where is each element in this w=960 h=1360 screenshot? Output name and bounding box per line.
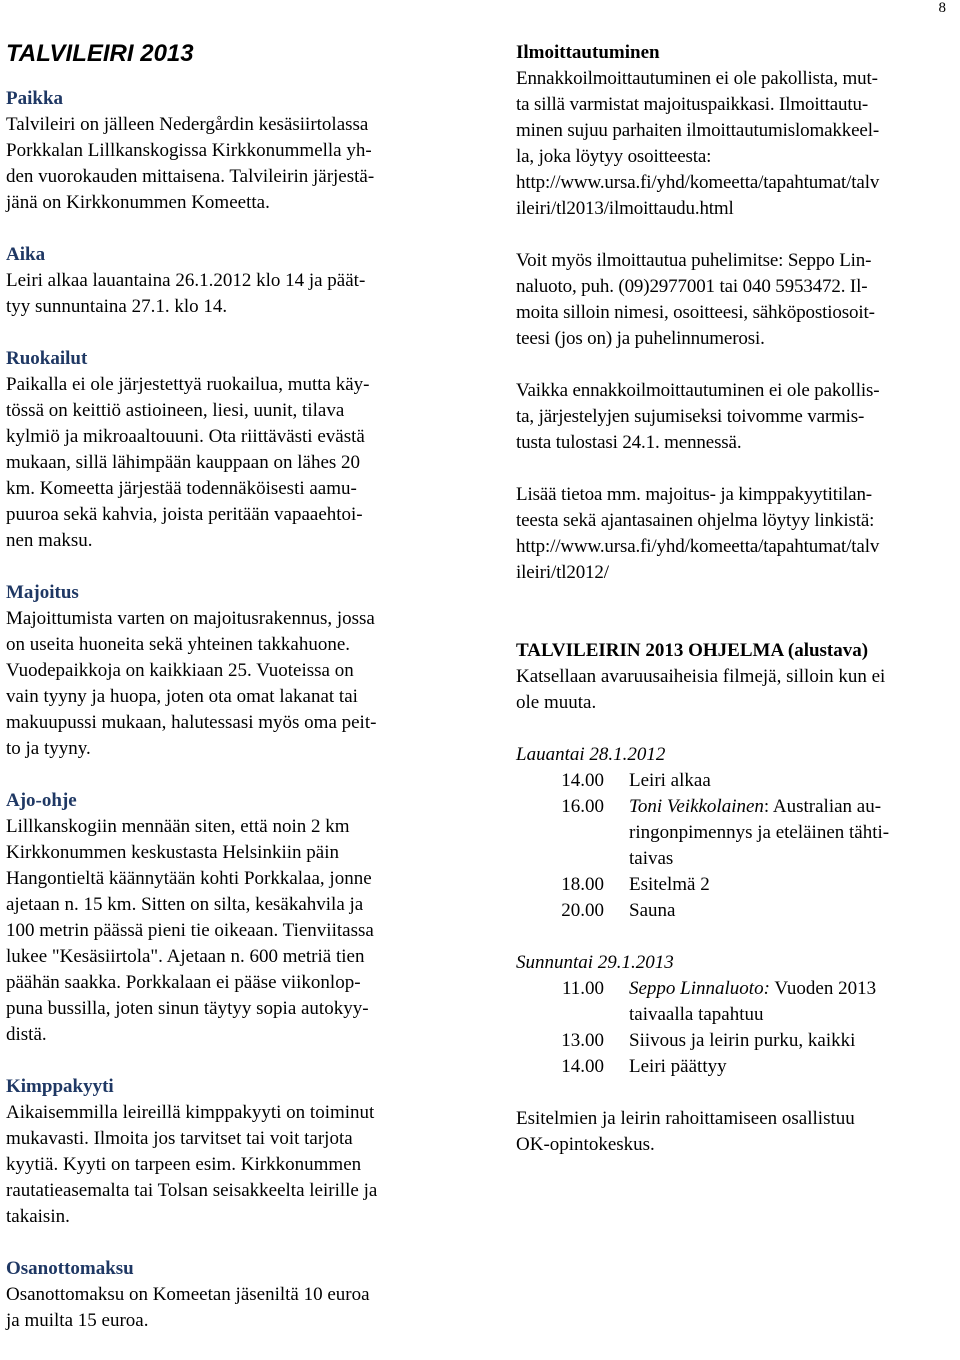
schedule-row [516, 976, 956, 1028]
schedule-row [516, 768, 956, 794]
schedule-time: 18.00 [561, 874, 604, 895]
phone-text: Voit myös ilmoittautua puhelimitse: Seppo Lin- naluoto, puh. (09)2977001 tai 040 5953472. Il- moita silloin nimesi, osoitteesi, sähköpostiosoit- teesi (jos on) ja puhelinnumerosi. [516, 250, 875, 349]
schedule-row [516, 794, 956, 872]
schedule-time: 14.00 [561, 770, 604, 791]
schedule-time: 16.00 [561, 796, 604, 817]
day-label: Lauantai 28.1.2012 [516, 744, 666, 765]
section-heading: Paikka [6, 88, 64, 109]
section-text: Aikaisemmilla leireillä kimppakyyti on toiminut mukavasti. Ilmoita jos tarvitset tai voit tarjota kyytiä. Kyyti on tarpeen esim. Kirkkonummen rautatieasemalta tai Tolsan seisakkeelta leirille ja takaisin. [6, 1102, 378, 1227]
deadline [516, 378, 956, 456]
sunday-schedule [516, 950, 956, 1080]
schedule-row [516, 898, 956, 924]
speaker-name: Seppo Linnaluoto: [629, 978, 770, 999]
speaker-name: Toni Veikkolainen [629, 796, 764, 817]
schedule-text: Esitelmä 2 [629, 874, 710, 895]
section-heading: Aika [6, 244, 46, 265]
day-label: Sunnuntai 29.1.2013 [516, 952, 674, 973]
schedule-row [516, 1054, 956, 1080]
section-heading: Ruokailut [6, 348, 88, 369]
schedule-time: 20.00 [561, 900, 604, 921]
schedule-text: : Australian au- ringonpimennys ja eteläinen tähti- taivas [629, 796, 890, 869]
saturday-schedule [516, 742, 956, 924]
section-heading: Osanottomaksu [6, 1258, 134, 1279]
section-text: Majoittumista varten on majoitusrakennus, jossa on useita huoneita sekä yhteinen takkahuone. Vuodepaikkoja on kaikkiaan 25. Vuoteissa on vain tyyny ja huopa, joten ota omat lakanat tai makuupussi mukaan, halutessasi myös oma peit- to ja tyyny. [6, 608, 377, 759]
schedule-text: Leiri päättyy [629, 1056, 727, 1077]
section-ruokailut [6, 346, 452, 554]
registration-text: Ennakkoilmoittautuminen ei ole pakollista, mut- ta sillä varmistat majoituspaikkasi. Ilmoittautu- minen sujuu parhaiten ilmoittautumislomakkeel- la, joka löytyy osoitteesta: http://www.ursa.fi/yhd/komeetta/tapahtumat/talv ileiri/tl2013/ilmoittaudu.html [516, 68, 880, 219]
right-column [516, 40, 956, 1184]
program [516, 638, 956, 716]
schedule-text: Leiri alkaa [629, 770, 711, 791]
page-title: TALVILEIRI 2013 [6, 40, 194, 67]
page-number: 8 [938, 0, 946, 16]
footer-text: Esitelmien ja leirin rahoittamiseen osallistuu OK-opintokeskus. [516, 1108, 855, 1155]
schedule-time: 13.00 [561, 1030, 604, 1051]
section-text: Paikalla ei ole järjestettyä ruokailua, mutta käy- tössä on keittiö astioineen, liesi, uunit, tilava kylmiö ja mikroaaltouuni. Ota riittävästi evästä mukaan, sillä lähimpään kauppaan on lähes 20 km. Komeetta järjestää todennäköisesti aamu- puuroa sekä kahvia, joista peritään vapaaehtoi- nen maksu. [6, 374, 370, 551]
schedule-row [516, 1028, 956, 1054]
program-title: TALVILEIRIN 2013 OHJELMA (alustava) [516, 640, 869, 661]
schedule-text: Siivous ja leirin purku, kaikki [629, 1030, 856, 1051]
schedule-row [516, 872, 956, 898]
schedule-desc [629, 1054, 956, 1080]
schedule-desc [629, 794, 956, 872]
section-aika [6, 242, 452, 320]
schedule-desc [629, 898, 956, 924]
schedule-text: Sauna [629, 900, 676, 921]
info-text: Lisää tietoa mm. majoitus- ja kimppakyytitilan- teesta sekä ajantasainen ohjelma löytyy linkistä: http://www.ursa.fi/yhd/komeetta/tapahtumat/talv ileiri/tl2012/ [516, 484, 880, 583]
section-text: Osanottomaksu on Komeetan jäseniltä 10 euroa ja muilta 15 euroa. [6, 1284, 370, 1331]
section-majoitus [6, 580, 452, 762]
phone-registration [516, 248, 956, 352]
section-heading: Kimppakyyti [6, 1076, 114, 1097]
left-column [6, 40, 452, 1360]
program-intro: Katsellaan avaruusaiheisia filmejä, silloin kun ei ole muuta. [516, 666, 886, 713]
section-osanottomaksu [6, 1256, 452, 1334]
section-heading: Majoitus [6, 582, 79, 603]
section-text: Lillkanskogiin mennään siten, että noin 2 km Kirkkonummen keskustasta Helsinkiin päin Hangontieltä käännytään kohti Porkkalaa, jonne ajetaan n. 15 km. Sitten on silta, kesäkahvila ja 100 metrin päässä pieni tie oikeaan. Tienviitassa lukee "Kesäsiirtola". Ajetaan n. 600 metriä tien päähän saakka. Porkkalaan ei pääse viikonlop- puna bussilla, joten sinun täytyy sopia autokyy- distä. [6, 816, 374, 1045]
section-paikka [6, 86, 452, 216]
schedule-text: Vuoden 2013 taivaalla tapahtuu [629, 978, 877, 1025]
funding-note [516, 1106, 956, 1158]
schedule-desc [629, 1028, 956, 1054]
section-ajo-ohje [6, 788, 452, 1048]
more-info [516, 482, 956, 586]
section-text: Talvileiri on jälleen Nedergårdin kesäsiirtolassa Porkkalan Lillkanskogissa Kirkkonummella yh- den vuorokauden mittaisena. Talvileirin järjestä- jänä on Kirkkonummen Komeetta. [6, 114, 375, 213]
deadline-text: Vaikka ennakkoilmoittautuminen ei ole pakollis- ta, järjestelyjen sujumiseksi toivomme varmis- tusta tulostasi 24.1. mennessä. [516, 380, 880, 453]
section-text: Leiri alkaa lauantaina 26.1.2012 klo 14 ja päät- tyy sunnuntaina 27.1. klo 14. [6, 270, 366, 317]
schedule-time: 14.00 [561, 1056, 604, 1077]
section-ilmoittautuminen [516, 40, 956, 222]
section-heading: Ilmoittautuminen [516, 42, 660, 63]
schedule-desc [629, 976, 956, 1028]
schedule-desc [629, 768, 956, 794]
schedule-time: 11.00 [561, 978, 604, 999]
schedule-desc [629, 872, 956, 898]
section-kimppakyyti [6, 1074, 452, 1230]
section-heading: Ajo-ohje [6, 790, 77, 811]
